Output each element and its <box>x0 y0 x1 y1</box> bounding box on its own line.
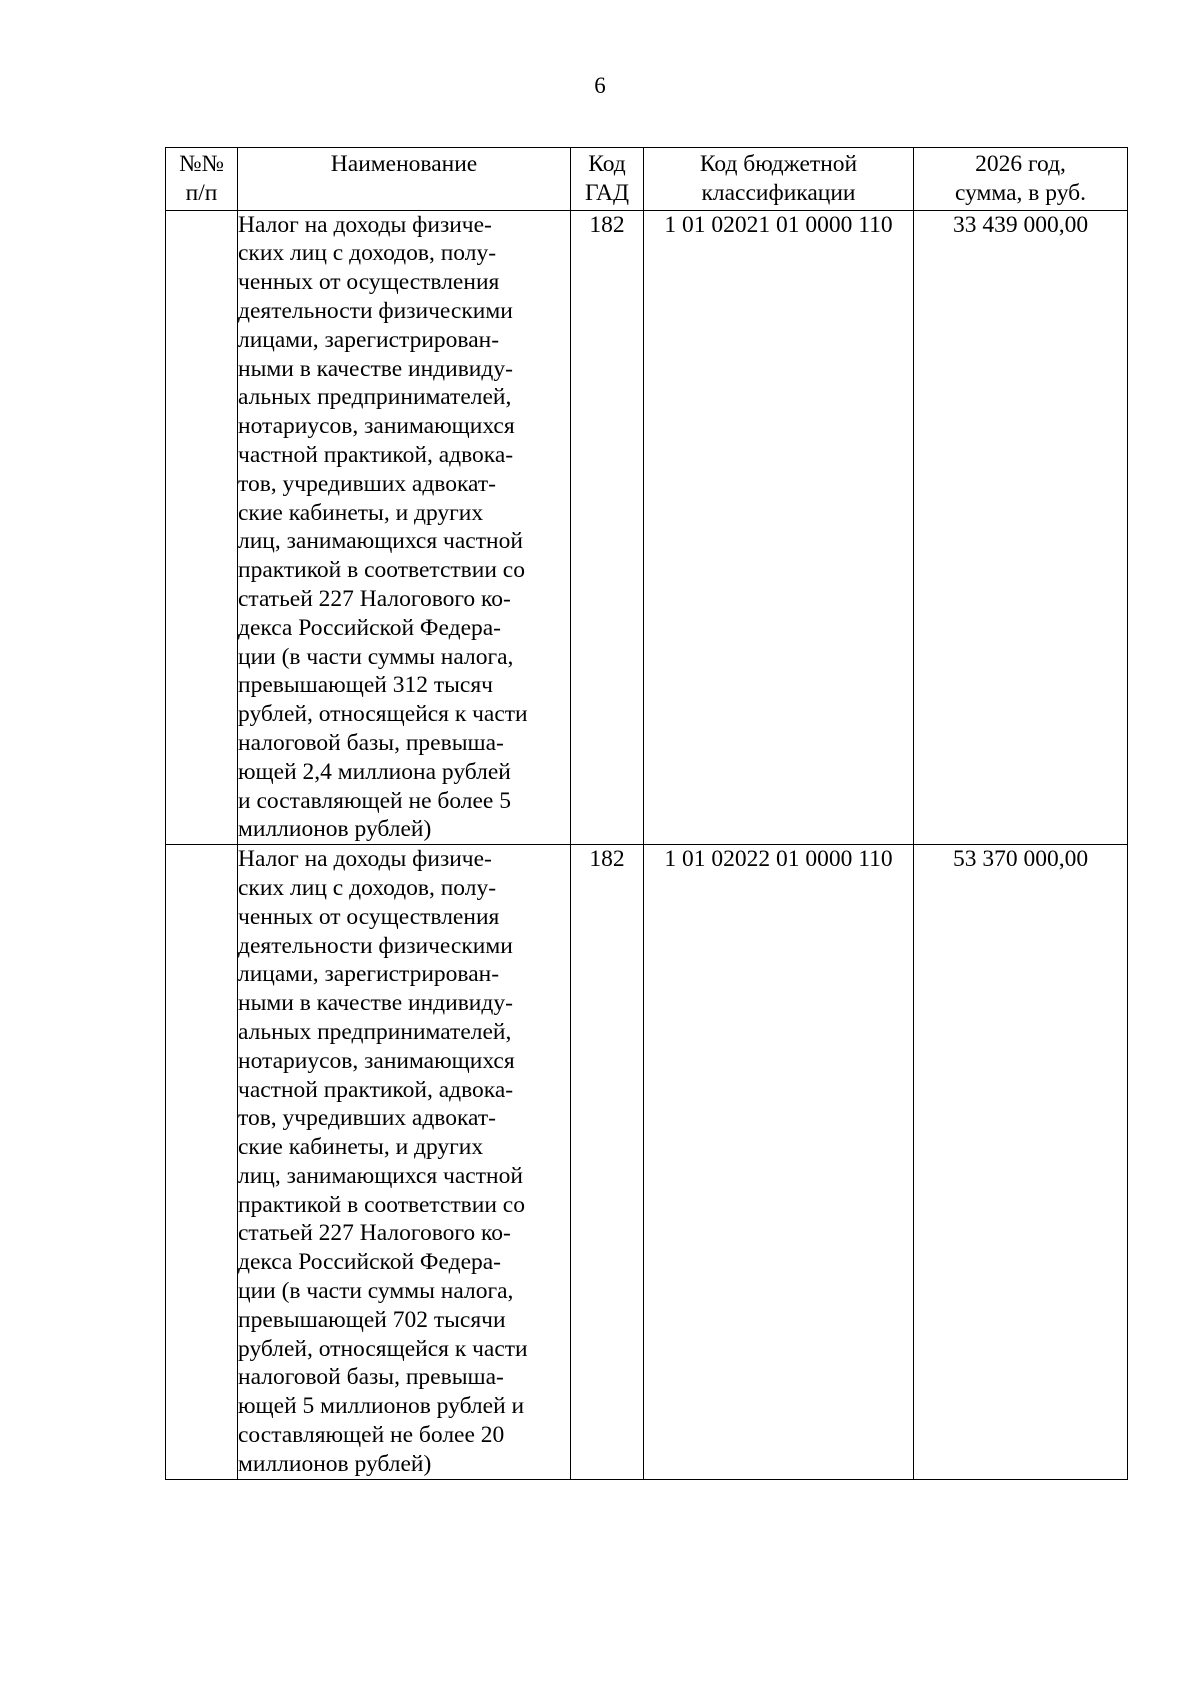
row-name-line: ными в качестве индивиду- <box>238 355 513 382</box>
row-name-line: деятельности физическими <box>238 932 513 959</box>
row-name-line: и составляющей не более 5 <box>238 787 511 814</box>
row-name-cell <box>238 210 571 845</box>
row-name-cell <box>238 845 571 1480</box>
header-number-line: п/п <box>185 179 218 206</box>
row-name-line: Налог на доходы физиче- <box>238 211 492 238</box>
row-name-line: альных предпринимателей, <box>238 384 512 411</box>
row-name-line: рублей, относящейся к части <box>238 1335 528 1362</box>
row-name-line: декса Российской Федера- <box>238 614 502 641</box>
header-name <box>238 148 571 211</box>
row-name-line: Налог на доходы физиче- <box>238 846 492 873</box>
row-number-cell <box>166 210 238 845</box>
row-name-line: налоговой базы, превыша- <box>238 729 504 756</box>
row-name-line: ции (в части суммы налога, <box>238 1278 514 1305</box>
page-number: 6 <box>594 73 606 98</box>
row-name-line: ских лиц с доходов, полу- <box>238 874 497 901</box>
row-name-line: налоговой базы, превыша- <box>238 1364 504 1391</box>
header-sum-line: 2026 год, <box>975 151 1066 177</box>
row-name-line: составляющей не более 20 <box>238 1422 505 1449</box>
row-name-line: рублей, относящейся к части <box>238 701 528 728</box>
row-name-line: тов, учредивших адвокат- <box>238 1105 496 1132</box>
row-name-line: лиц, занимающихся частной <box>238 528 523 555</box>
table-header-row <box>166 148 1128 211</box>
row-name-line: ющей 5 миллионов рублей и <box>238 1393 525 1420</box>
row-name-line: миллионов рублей) <box>238 1450 432 1477</box>
row-name-line: тов, учредивших адвокат- <box>238 470 496 497</box>
row-sum-cell: 53 370 000,00 <box>914 845 1128 1480</box>
row-name-line: ские кабинеты, и других <box>238 499 484 526</box>
row-name-line: нотариусов, занимающихся <box>238 1047 515 1074</box>
row-name-line: ченных от осуществления <box>238 269 500 296</box>
table-row <box>166 210 1128 845</box>
row-name-line: ченных от осуществления <box>238 903 500 930</box>
row-number-cell <box>166 845 238 1480</box>
header-gad-line: Код <box>588 151 626 177</box>
row-gad-code-cell: 182 <box>571 845 644 1480</box>
header-sum-line: сумма, в руб. <box>954 179 1086 206</box>
row-name-line: альных предпринимателей, <box>238 1018 512 1045</box>
header-name-line: Наименование <box>330 151 478 177</box>
row-name-line: ских лиц с доходов, полу- <box>238 240 497 267</box>
row-name-line: лиц, занимающихся частной <box>238 1162 523 1189</box>
header-budget-classification-code <box>644 148 914 211</box>
row-name-line: статьей 227 Налогового ко- <box>238 1220 511 1247</box>
row-name-line: частной практикой, адвока- <box>238 441 514 468</box>
header-gad-code <box>571 148 644 211</box>
header-number-line: №№ <box>179 151 224 177</box>
row-budget-classification-code-cell: 1 01 02022 01 0000 110 <box>644 845 914 1480</box>
row-name-line: лицами, зарегистрирован- <box>238 326 500 353</box>
header-gad-line: ГАД <box>584 179 630 206</box>
row-name-line: деятельности физическими <box>238 297 513 324</box>
table-row <box>166 845 1128 1480</box>
row-name-line: ции (в части суммы налога, <box>238 643 514 670</box>
row-name-line: частной практикой, адвока- <box>238 1076 514 1103</box>
row-name-line: практикой в соответствии со <box>238 557 525 584</box>
row-name-line: лицами, зарегистрирован- <box>238 961 500 988</box>
header-kbk-line: Код бюджетной <box>699 151 858 177</box>
row-name-line: статьей 227 Налогового ко- <box>238 585 511 612</box>
row-name-line: ными в качестве индивиду- <box>238 990 513 1017</box>
row-name-line: превышающей 702 тысячи <box>238 1306 506 1333</box>
row-name-line: нотариусов, занимающихся <box>238 413 515 440</box>
row-name-line: практикой в соответствии со <box>238 1191 525 1218</box>
budget-revenue-table <box>165 147 1128 1480</box>
row-budget-classification-code-cell: 1 01 02021 01 0000 110 <box>644 210 914 845</box>
header-number <box>166 148 238 211</box>
row-name-line: ские кабинеты, и других <box>238 1134 484 1161</box>
header-kbk-line: классификации <box>701 179 856 206</box>
row-name-line: ющей 2,4 миллиона рублей <box>238 758 511 785</box>
header-sum-2026 <box>914 148 1128 211</box>
row-name-line: превышающей 312 тысяч <box>238 672 493 699</box>
row-name-line: миллионов рублей) <box>238 816 432 843</box>
row-name-line: декса Российской Федера- <box>238 1249 502 1276</box>
row-sum-cell: 33 439 000,00 <box>914 210 1128 845</box>
row-gad-code-cell: 182 <box>571 210 644 845</box>
